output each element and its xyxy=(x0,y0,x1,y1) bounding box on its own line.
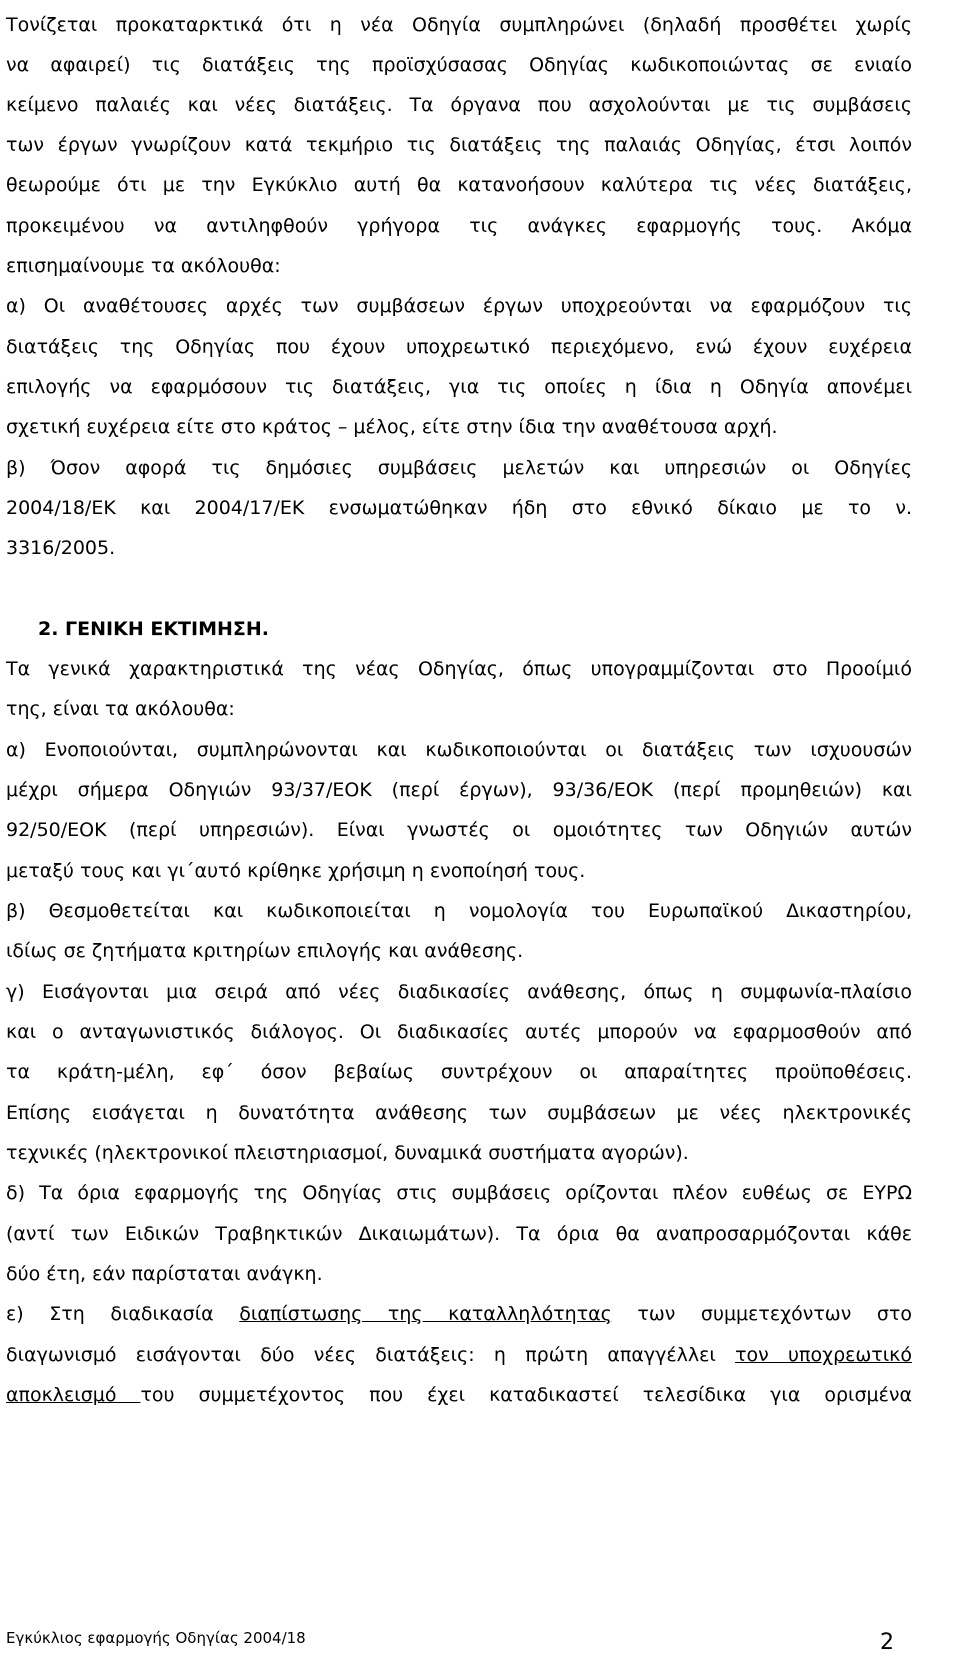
paragraph-line: να αφαιρεί) τις διατάξεις της προϊσχύσασας Οδηγίας κωδικοποιώντας σε ενιαίο xyxy=(6,54,912,76)
paragraph-line: κείμενο παλαιές και νέες διατάξεις. Τα όργανα που ασχολούνται με τις συμβάσεις xyxy=(6,94,912,116)
paragraph-line: α) Ενοποιούνται, συμπληρώνονται και κωδικοποιούνται οι διατάξεις των ισχυουσών xyxy=(6,739,912,761)
underlined-text: αποκλεισμό xyxy=(6,1384,141,1406)
paragraph-line: σχετική ευχέρεια είτε στο κράτος – μέλος, είτε στην ίδια την αναθέτουσα αρχή. xyxy=(6,416,778,438)
text-run: των συμμετεχόντων στο xyxy=(611,1303,912,1325)
paragraph-line xyxy=(6,1382,912,1408)
paragraph-line: δύο έτη, εάν παρίσταται ανάγκη. xyxy=(6,1263,323,1285)
paragraph-line xyxy=(6,1342,912,1368)
paragraph-line: τεχνικές (ηλεκτρονικοί πλειστηριασμοί, δυναμικά συστήματα αγορών). xyxy=(6,1142,689,1164)
text-run: ε) Στη διαδικασία xyxy=(6,1303,240,1325)
paragraph-line: 3316/2005. xyxy=(6,537,116,559)
paragraph-line: 92/50/ΕΟΚ (περί υπηρεσιών). Είναι γνωστές οι ομοιότητες των Οδηγιών αυτών xyxy=(6,819,912,841)
paragraph-line: μεταξύ τους και γι΄αυτό κρίθηκε χρήσιμη η ενοποίησή τους. xyxy=(6,860,586,882)
text-run: διαγωνισμό εισάγονται δύο νέες διατάξεις: η πρώτη απαγγέλλει xyxy=(6,1344,736,1366)
paragraph-line: 2004/18/ΕΚ και 2004/17/ΕΚ ενσωματώθηκαν ήδη στο εθνικό δίκαιο με το ν. xyxy=(6,497,912,519)
paragraph-line: Επίσης εισάγεται η δυνατότητα ανάθεσης των συμβάσεων με νέες ηλεκτρονικές xyxy=(6,1102,912,1124)
paragraph-line: Τα γενικά χαρακτηριστικά της νέας Οδηγίας, όπως υπογραμμίζονται στο Προοίμιό xyxy=(6,658,912,680)
paragraph-line: της, είναι τα ακόλουθα: xyxy=(6,698,235,720)
page-number: 2 xyxy=(880,1630,894,1655)
paragraph-line: β) Θεσμοθετείται και κωδικοποιείται η νομολογία του Ευρωπαϊκού Δικαστηρίου, xyxy=(6,900,912,922)
paragraph-line: α) Οι αναθέτουσες αρχές των συμβάσεων έργων υποχρεούνται να εφαρμόζουν τις xyxy=(6,295,912,317)
paragraph-line: ιδίως σε ζητήματα κριτηρίων επιλογής και ανάθεσης. xyxy=(6,940,524,962)
paragraph-line: επιλογής να εφαρμόσουν τις διατάξεις, για τις οποίες η ίδια η Οδηγία απονέμει xyxy=(6,376,912,398)
underlined-text: τον υποχρεωτικό xyxy=(735,1344,912,1366)
paragraph-line: επισημαίνουμε τα ακόλουθα: xyxy=(6,255,281,277)
underlined-text: διαπίστωσης της καταλληλότητας xyxy=(239,1303,612,1325)
text-run: του συμμετέχοντος που έχει καταδικαστεί τελεσίδικα για ορισμένα xyxy=(140,1384,912,1406)
paragraph-line: θεωρούμε ότι με την Εγκύκλιο αυτή θα κατανοήσουν καλύτερα τις νέες διατάξεις, xyxy=(6,174,912,196)
paragraph-line: προκειμένου να αντιληφθούν γρήγορα τις ανάγκες εφαρμογής τους. Ακόμα xyxy=(6,215,912,237)
section-heading: 2. ΓΕΝΙΚΗ ΕΚΤΙΜΗΣΗ. xyxy=(38,618,269,640)
footer-title: Εγκύκλιος εφαρμογής Οδηγίας 2004/18 xyxy=(6,1629,306,1647)
paragraph-line: τα κράτη-μέλη, εφ΄ όσον βεβαίως συντρέχουν οι απαραίτητες προϋποθέσεις. xyxy=(6,1061,912,1083)
paragraph-line: Τονίζεται προκαταρκτικά ότι η νέα Οδηγία συμπληρώνει (δηλαδή προσθέτει χωρίς xyxy=(6,14,912,36)
paragraph-line: δ) Τα όρια εφαρμογής της Οδηγίας στις συμβάσεις ορίζονται πλέον ευθέως σε ΕΥΡΩ xyxy=(6,1182,912,1204)
paragraph-line xyxy=(6,1301,912,1327)
paragraph-line: γ) Εισάγονται μια σειρά από νέες διαδικασίες ανάθεσης, όπως η συμφωνία-πλαίσιο xyxy=(6,981,912,1003)
paragraph-line: διατάξεις της Οδηγίας που έχουν υποχρεωτικό περιεχόμενο, ενώ έχουν ευχέρεια xyxy=(6,336,912,358)
paragraph-line: (αντί των Ειδικών Τραβηκτικών Δικαιωμάτων). Τα όρια θα αναπροσαρμόζονται κάθε xyxy=(6,1223,912,1245)
paragraph-line: μέχρι σήμερα Οδηγιών 93/37/ΕΟΚ (περί έργων), 93/36/ΕΟΚ (περί προμηθειών) και xyxy=(6,779,912,801)
paragraph-line: β) Όσον αφορά τις δημόσιες συμβάσεις μελετών και υπηρεσιών οι Οδηγίες xyxy=(6,457,912,479)
paragraph-line: και ο ανταγωνιστικός διάλογος. Οι διαδικασίες αυτές μπορούν να εφαρμοσθούν από xyxy=(6,1021,912,1043)
paragraph-line: των έργων γνωρίζουν κατά τεκμήριο τις διατάξεις της παλαιάς Οδηγίας, έτσι λοιπόν xyxy=(6,134,912,156)
